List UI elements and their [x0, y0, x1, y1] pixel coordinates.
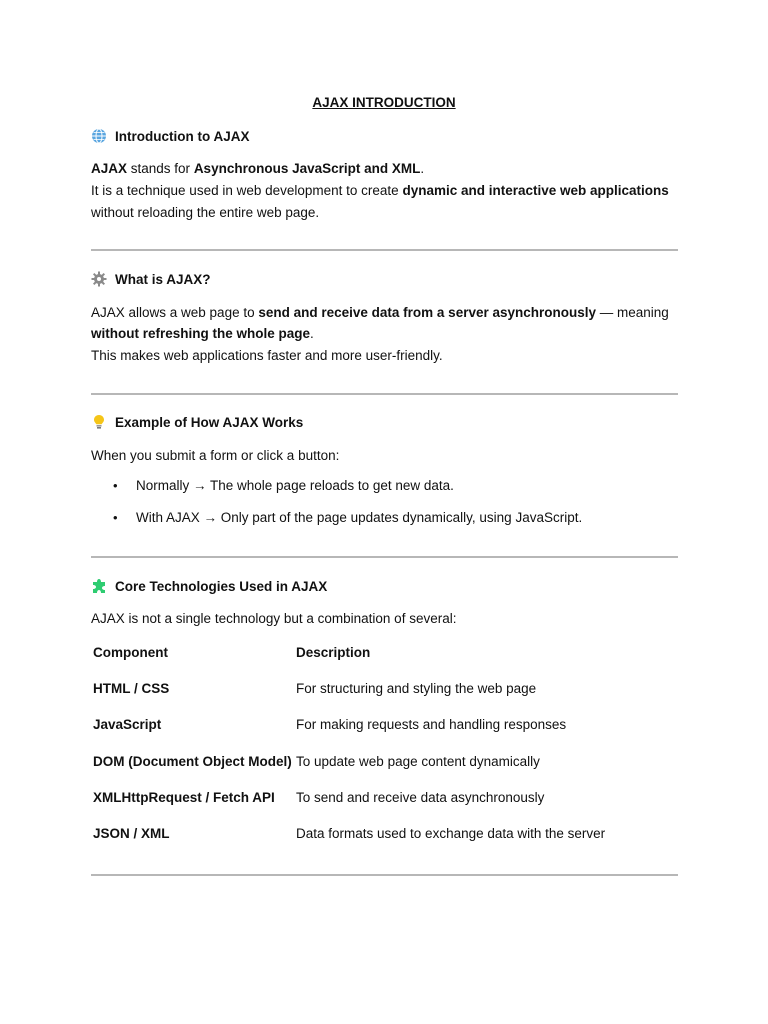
term-ajax: AJAX — [91, 161, 128, 176]
table-cell: For structuring and styling the web page — [296, 681, 537, 697]
text: . — [310, 326, 314, 341]
list-item-text: Normally → The whole page reloads to get new data. — [136, 478, 454, 493]
term-expansion: Asynchronous JavaScript and XML — [193, 161, 421, 176]
section-heading-text: Core Technologies Used in AJAX — [115, 578, 328, 594]
gear-icon — [91, 271, 107, 287]
table-cell: For making requests and handling responses — [296, 717, 567, 733]
text: AJAX allows a web page to — [91, 305, 259, 320]
emphasis: without refreshing the whole page — [91, 326, 311, 341]
text: When you submit a form or click a button: — [91, 448, 340, 463]
table-row — [93, 681, 676, 717]
bullet-dot: • — [113, 478, 118, 493]
paragraph — [91, 158, 424, 180]
technologies-table — [93, 645, 676, 862]
emphasis: dynamic and interactive web applications — [402, 183, 669, 198]
text: — meaning — [596, 305, 669, 320]
emphasis: send and receive data from a server asynchronously — [258, 305, 597, 320]
table-cell: JSON / XML — [93, 825, 170, 841]
text: This makes web applications faster and more user-friendly. — [91, 348, 443, 363]
document-title: AJAX INTRODUCTION — [312, 95, 456, 110]
puzzle-icon — [91, 578, 107, 594]
paragraph — [91, 608, 456, 630]
table-row — [93, 790, 676, 826]
section-divider — [91, 393, 678, 395]
globe-icon — [91, 128, 107, 144]
section-heading-example — [91, 414, 303, 430]
list-item — [113, 478, 582, 510]
section-heading-intro — [91, 128, 250, 144]
table-row — [93, 826, 676, 862]
paragraph — [91, 445, 339, 467]
text: AJAX is not a single technology but a combination of several: — [91, 611, 457, 626]
text: It is a technique used in web development to create — [91, 183, 403, 198]
paragraph — [91, 202, 319, 224]
table-header-row — [93, 645, 676, 681]
section-divider — [91, 556, 678, 558]
section-heading-text: Example of How AJAX Works — [115, 414, 304, 430]
section-divider — [91, 874, 678, 876]
list-item — [113, 510, 582, 542]
table-row — [93, 754, 676, 790]
table-row — [93, 717, 676, 753]
bullet-dot: • — [113, 510, 118, 525]
table-cell: XMLHttpRequest / Fetch API — [93, 789, 275, 805]
table-cell: To send and receive data asynchronously — [296, 789, 545, 805]
table-cell: Data formats used to exchange data with the server — [296, 825, 606, 841]
table-cell: JavaScript — [93, 717, 162, 733]
paragraph — [91, 302, 669, 324]
paragraph — [91, 323, 314, 345]
table-header-cell: Component — [93, 645, 168, 660]
section-heading-text: What is AJAX? — [115, 271, 211, 287]
paragraph — [91, 180, 669, 202]
table-cell: HTML / CSS — [93, 681, 170, 697]
section-divider — [91, 249, 678, 251]
table-header-cell: Description — [296, 645, 371, 660]
text: without reloading the entire web page. — [91, 205, 320, 220]
section-heading-core-tech — [91, 578, 327, 594]
text: stands for — [127, 161, 194, 176]
lightbulb-icon — [91, 414, 107, 430]
list-item-text: With AJAX → Only part of the page updates dynamically, using JavaScript. — [136, 510, 583, 525]
bullet-list — [113, 478, 582, 542]
paragraph — [91, 345, 443, 367]
text: . — [420, 161, 425, 176]
table-cell: To update web page content dynamically — [296, 753, 540, 769]
section-heading-what — [91, 271, 211, 287]
table-cell: DOM (Document Object Model) — [93, 753, 292, 769]
section-heading-text: Introduction to AJAX — [115, 128, 250, 144]
